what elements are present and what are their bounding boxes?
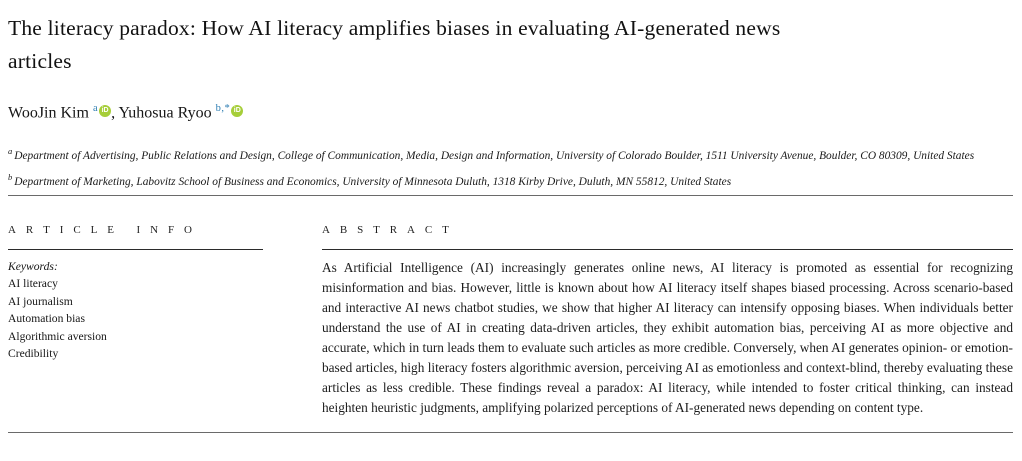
affiliation-text: Department of Marketing, Labovitz School of Business and Economics, University of Minnesota Duluth, 1318 Kirby Drive, Duluth, MN 55812, United States xyxy=(14,175,732,188)
bottom-divider xyxy=(8,432,1013,433)
top-divider xyxy=(8,195,1013,196)
author-name: WooJin Kim xyxy=(8,104,89,122)
keyword-item: Automation bias xyxy=(8,312,85,326)
orcid-icon[interactable]: iD xyxy=(99,105,111,117)
affiliation-line xyxy=(8,141,1013,167)
abstract-rule xyxy=(322,249,1013,250)
keywords-label: Keywords: xyxy=(8,259,58,273)
abstract-section xyxy=(322,224,1013,418)
keywords-block xyxy=(8,258,263,363)
author-superscript: a xyxy=(92,103,99,114)
orcid-icon[interactable]: iD xyxy=(231,105,243,117)
article-info-section xyxy=(8,224,263,418)
paper-title: The literacy paradox: How AI literacy amplifies biases in evaluating AI-generated news articles xyxy=(8,16,781,73)
article-info-rule xyxy=(8,249,263,250)
abstract-heading: A B S T R A C T xyxy=(322,223,454,236)
abstract-text: As Artificial Intelligence (AI) increasingly generates online news, AI literacy is promoted as essential for recognizing misinformation and bias. However, little is known about how AI literacy itself shapes biased processing. Across scenario-based and interactive AI news chatbot studies, we show that higher AI literacy can intensify opposing biases. When individuals better understand the use of AI in creating data-driven articles, they exhibit automation bias, perceiving AI as more objective and accurate, which in turn leads them to evaluate such articles as more credible. Conversely, when AI generates opinion- or emotion-based articles, high literacy fosters algorithmic aversion, perceiving AI as emotionless and context-blind, thereby evaluating these articles as less credible. These findings reveal a paradox: AI literacy, while intended to foster critical thinking, can instead heighten heuristic judgments, amplifying polarized perceptions of AI-generated news depending on content type. xyxy=(322,259,1013,415)
keyword-item: AI journalism xyxy=(8,294,73,308)
affiliations-block xyxy=(8,141,1013,193)
affiliation-superscript: a xyxy=(8,146,13,157)
authors-line xyxy=(8,98,1013,124)
info-abstract-columns xyxy=(8,224,1013,418)
affiliation-text: Department of Advertising, Public Relations and Design, College of Communication, Media, Design and Information, University of Colorado Boulder, 1511 University Avenue, Boulder, CO 80309, United States xyxy=(14,150,975,163)
article-info-heading: A R T I C L E I N F O xyxy=(8,223,197,236)
keyword-item: Credibility xyxy=(8,347,59,361)
affiliation-line xyxy=(8,167,1013,193)
author-separator: , xyxy=(111,104,119,122)
keyword-item: Algorithmic aversion xyxy=(8,329,107,343)
author-name: Yuhosua Ryoo xyxy=(118,104,212,122)
author-superscript: b,* xyxy=(215,103,231,114)
affiliation-superscript: b xyxy=(8,172,13,183)
keyword-item: AI literacy xyxy=(8,277,58,291)
